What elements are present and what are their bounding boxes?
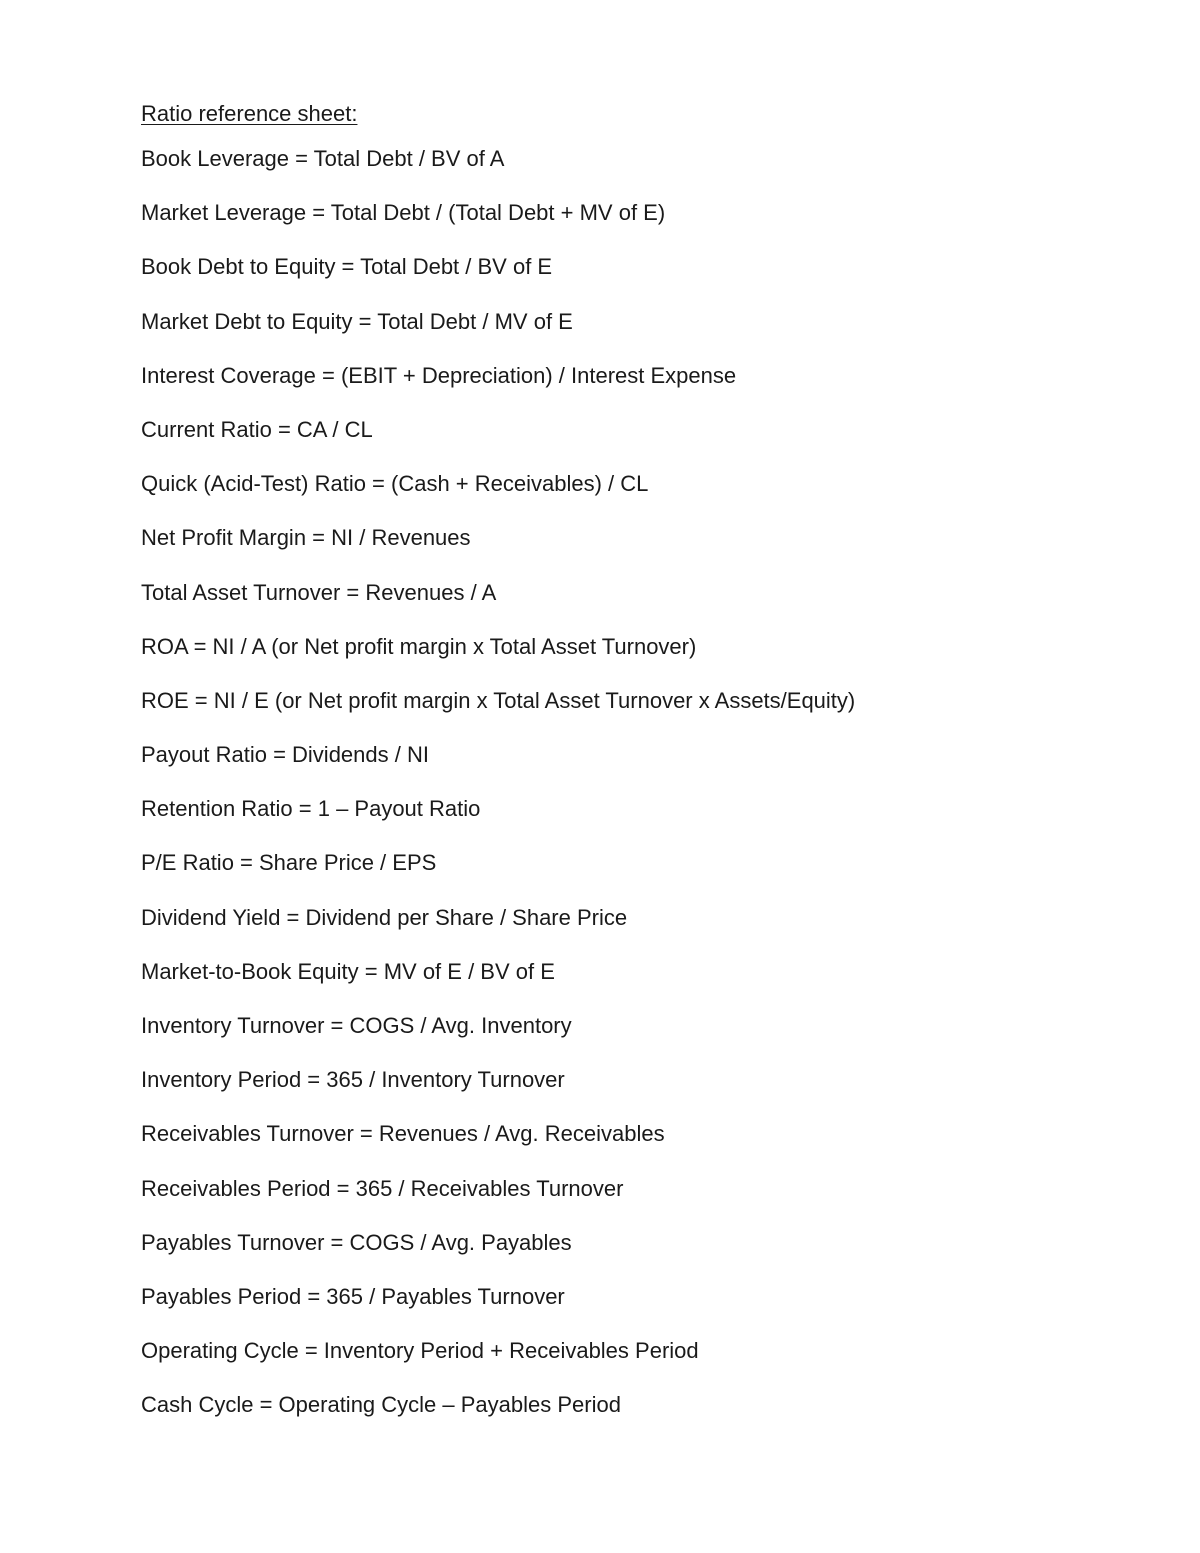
formula-list (141, 145, 855, 1446)
formula-roa: ROA = NI / A (or Net profit margin x Total Asset Turnover) (141, 633, 697, 659)
formula-pe-ratio: P/E Ratio = Share Price / EPS (141, 850, 437, 876)
formula-book-leverage: Book Leverage = Total Debt / BV of A (141, 146, 505, 171)
formula-current-ratio: Current Ratio = CA / CL (141, 416, 373, 442)
formula-payables-turnover: Payables Turnover = COGS / Avg. Payables (141, 1229, 572, 1255)
formula-receivables-turnover: Receivables Turnover = Revenues / Avg. Receivables (141, 1121, 665, 1147)
formula-total-asset-turnover: Total Asset Turnover = Revenues / A (141, 579, 497, 605)
formula-inventory-period: Inventory Period = 365 / Inventory Turnover (141, 1067, 565, 1093)
formula-interest-coverage: Interest Coverage = (EBIT + Depreciation) / Interest Expense (141, 362, 737, 388)
formula-market-to-book-equity: Market-to-Book Equity = MV of E / BV of E (141, 958, 555, 984)
page-title: Ratio reference sheet: (141, 101, 358, 126)
formula-dividend-yield: Dividend Yield = Dividend per Share / Share Price (141, 904, 628, 930)
formula-cash-cycle: Cash Cycle = Operating Cycle – Payables Period (141, 1392, 621, 1418)
formula-payables-period: Payables Period = 365 / Payables Turnover (141, 1283, 565, 1309)
formula-inventory-turnover: Inventory Turnover = COGS / Avg. Inventory (141, 1013, 572, 1038)
formula-operating-cycle: Operating Cycle = Inventory Period + Receivables Period (141, 1338, 699, 1364)
formula-market-leverage: Market Leverage = Total Debt / (Total Debt + MV of E) (141, 200, 666, 226)
formula-net-profit-margin: Net Profit Margin = NI / Revenues (141, 525, 471, 551)
formula-market-debt-to-equity: Market Debt to Equity = Total Debt / MV of E (141, 308, 573, 334)
formula-book-debt-to-equity: Book Debt to Equity = Total Debt / BV of E (141, 254, 553, 280)
formula-roe: ROE = NI / E (or Net profit margin x Total Asset Turnover x Assets/Equity) (141, 687, 856, 713)
formula-receivables-period: Receivables Period = 365 / Receivables Turnover (141, 1175, 624, 1201)
formula-quick-ratio: Quick (Acid-Test) Ratio = (Cash + Receivables) / CL (141, 471, 649, 497)
formula-payout-ratio: Payout Ratio = Dividends / NI (141, 742, 429, 768)
formula-retention-ratio: Retention Ratio = 1 – Payout Ratio (141, 796, 481, 822)
